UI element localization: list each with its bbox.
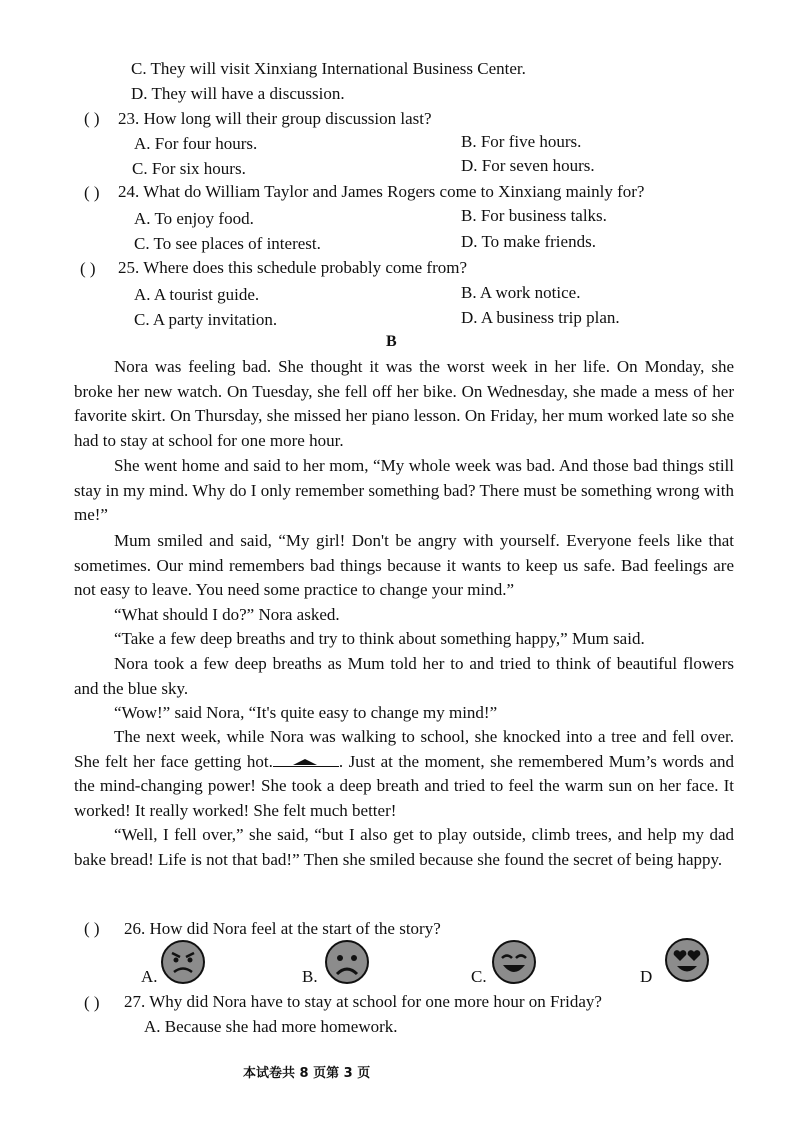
q27-stem: 27. Why did Nora have to stay at school for one more hour on Friday? (124, 992, 602, 1011)
q25-option-d[interactable]: D. A business trip plan. (461, 308, 620, 327)
q24-stem: 24. What do William Taylor and James Rogers come to Xinxiang mainly for? (118, 182, 645, 201)
q24-option-c[interactable]: C. To see places of interest. (134, 234, 321, 253)
passage-paragraph-1: Nora was feeling bad. She thought it was the worst week in her life. On Monday, she broke her new watch. On Tuesday, she fell off her bike. On Wednesday, she made a mess of her favorite skirt. On Thursday, she missed her piano lesson. On Friday, her mum worked late so she had to stay at school for one more hour. (74, 357, 734, 450)
q27-bracket[interactable]: ( ) (84, 993, 100, 1012)
q23-bracket[interactable]: ( ) (84, 109, 100, 128)
sad-face-icon[interactable] (324, 939, 370, 985)
passage-paragraph-8-part-1: The next week, while Nora was walking to school, she knocked into a tree and fell over. She felt her face getting hot. (74, 727, 734, 771)
q25-option-c[interactable]: C. A party invitation. (134, 310, 278, 329)
q26-stem: 26. How did Nora feel at the start of the story? (124, 919, 441, 938)
triangle-icon (293, 759, 317, 765)
q26-option-c-label[interactable]: C. (471, 967, 487, 986)
q25-bracket[interactable]: ( ) (80, 259, 96, 278)
q24-option-a[interactable]: A. To enjoy food. (134, 209, 254, 228)
section-heading: B (386, 333, 397, 350)
q22-option-c: C. They will visit Xinxiang International Business Center. (131, 59, 526, 78)
passage-paragraph-8-part-2: . Just at the moment, she remembered Mum’s words and the mind-changing power! She took a deep breath and tried to feel the warm sun on her face. It worked! It really worked! She felt much better! (74, 751, 734, 820)
q24-option-b[interactable]: B. For business talks. (461, 206, 607, 225)
q25-stem: 25. Where does this schedule probably come from? (118, 258, 468, 277)
q23-stem: 23. How long will their group discussion last? (118, 109, 432, 128)
passage-paragraph-4: “What should I do?” Nora asked. (114, 605, 340, 624)
passage-paragraph-5: “Take a few deep breaths and try to think about something happy,” Mum said. (114, 629, 645, 648)
passage-paragraph-7: “Wow!” said Nora, “It's quite easy to change my mind!” (114, 703, 498, 722)
passage-paragraph-9: “Well, I fell over,” she said, “but I also get to play outside, climb trees, and help my dad bake bread! Life is not that bad!” Then she smiled because she found the secret of being happy. (74, 825, 734, 869)
q26-bracket[interactable]: ( ) (84, 919, 100, 938)
q26-option-b-label[interactable]: B. (302, 967, 318, 986)
q23-option-c[interactable]: C. For six hours. (132, 159, 246, 178)
page-footer: 本试卷共 8 页第 3 页 (243, 1066, 371, 1081)
q26-option-a-label[interactable]: A. (141, 967, 158, 986)
q25-option-a[interactable]: A. A tourist guide. (134, 285, 260, 304)
q24-option-d[interactable]: D. To make friends. (461, 232, 596, 251)
q22-option-d: D. They will have a discussion. (131, 84, 345, 103)
angry-face-icon[interactable] (160, 939, 206, 985)
answer-blank[interactable] (273, 750, 339, 767)
passage-paragraph-2: She went home and said to her mom, “My whole week was bad. And those bad things still stay in my mind. Why do I only remember something bad? There must be something wrong with me!” (74, 456, 734, 525)
q23-option-d[interactable]: D. For seven hours. (461, 156, 595, 175)
q23-option-b[interactable]: B. For five hours. (461, 132, 582, 151)
q24-bracket[interactable]: ( ) (84, 183, 100, 202)
heart-eyes-face-icon[interactable] (664, 937, 710, 983)
passage-paragraph-3: Mum smiled and said, “My girl! Don't be angry with yourself. Everyone feels like that sometimes. Our mind remembers bad things because it wants to keep us safe. Bad feelings are not easy to leave. You need some practice to change your mind.” (74, 531, 734, 600)
q23-option-a[interactable]: A. For four hours. (134, 134, 258, 153)
passage-paragraph-8 (74, 725, 734, 823)
q25-option-b[interactable]: B. A work notice. (461, 283, 581, 302)
passage-paragraph-6: Nora took a few deep breaths as Mum told her to and tried to think of beautiful flowers and the blue sky. (74, 654, 734, 698)
q27-option-a[interactable]: A. Because she had more homework. (144, 1017, 398, 1036)
happy-face-icon[interactable] (491, 939, 537, 985)
q26-option-d-label[interactable]: D (640, 967, 653, 986)
